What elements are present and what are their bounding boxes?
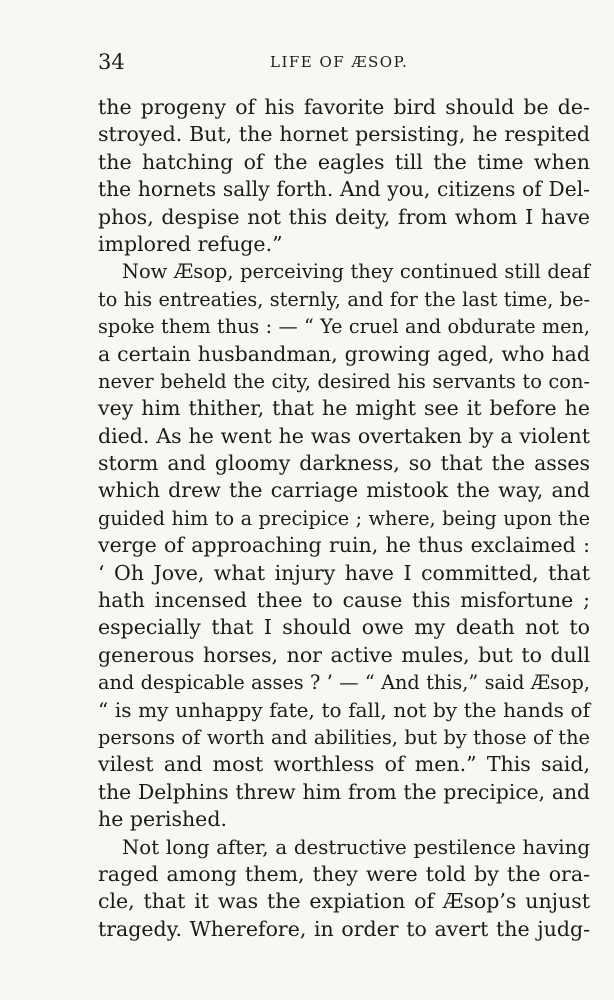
text-line: cle, that it was the expiation of Æsop’s unjust [98, 889, 590, 914]
text-line: spoke them thus : — “ Ye cruel and obdurate men, [98, 315, 590, 339]
text-line: and despicable asses ? ’ — “ And this,” said Æsop, [98, 671, 590, 695]
body-text [98, 94, 590, 943]
text-line: verge of approaching ruin, he thus exclaimed : [98, 533, 590, 558]
text-line: a certain husbandman, growing aged, who had [98, 341, 590, 366]
text-line: implored refuge.” [98, 231, 283, 256]
text-line: hath incensed thee to cause this misfortune ; [98, 588, 590, 613]
text-line: ‘ Oh Jove, what injury have I committed, that [98, 560, 590, 585]
text-line: vey him thither, that he might see it before he [98, 396, 590, 421]
text-line: especially that I should owe my death not to [98, 615, 590, 640]
text-line: he perished. [98, 807, 227, 832]
text-line: Now Æsop, perceiving they continued still deaf [122, 260, 590, 284]
text-line: raged among them, they were told by the ora- [98, 861, 590, 886]
text-line: which drew the carriage mistook the way, and [98, 478, 590, 503]
text-line: died. As he went he was overtaken by a violent [98, 423, 590, 448]
text-line: persons of worth and abilities, but by those of the [98, 725, 590, 749]
paragraph [98, 94, 590, 258]
page-number: 34 [98, 50, 125, 74]
running-title: LIFE OF ÆSOP. [270, 53, 409, 71]
paragraph [98, 834, 590, 944]
text-line: the hatching of the eagles till the time when [98, 149, 590, 174]
text-line: phos, despise not this deity, from whom I have [98, 204, 590, 229]
text-line: Not long after, a destructive pestilence having [122, 835, 590, 859]
text-line: tragedy. Wherefore, in order to avert the judg- [98, 916, 590, 941]
text-line: the hornets sally forth. And you, citizens of Del- [98, 177, 590, 202]
text-line: storm and gloomy darkness, so that the asses [98, 451, 590, 476]
paragraph [98, 258, 590, 833]
text-line: “ is my unhappy fate, to fall, not by the hands of [98, 697, 590, 722]
text-line: stroyed. But, the hornet persisting, he respited [98, 122, 590, 147]
text-line: the Delphins threw him from the precipice, and [98, 779, 590, 804]
text-line: generous horses, nor active mules, but to dull [98, 642, 590, 667]
text-line: to his entreaties, sternly, and for the last time, be- [98, 287, 590, 311]
text-line: never beheld the city, desired his servants to con- [98, 369, 590, 393]
text-line: the progeny of his favorite bird should be de- [98, 95, 590, 119]
text-line: vilest and most worthless of men.” This said, [98, 752, 590, 777]
running-head [98, 50, 590, 78]
text-line: guided him to a precipice ; where, being upon the [98, 506, 590, 530]
